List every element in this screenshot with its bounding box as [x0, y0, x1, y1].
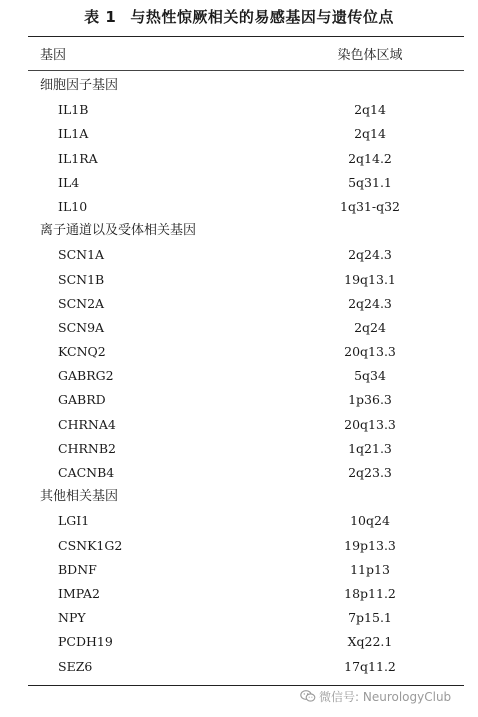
- table-row: [0, 509, 478, 533]
- gene-name: CSNK1G2: [58, 537, 123, 553]
- table-row: [0, 195, 478, 219]
- table-row: [0, 655, 478, 679]
- table-row: [0, 243, 478, 267]
- header-rule: [28, 70, 464, 71]
- chromosome-location: 19q13.1: [344, 271, 396, 287]
- chromosome-location: 2q23.3: [348, 465, 392, 480]
- gene-name: IL1B: [58, 102, 89, 118]
- chromosome-location: 7p15.1: [348, 610, 392, 626]
- category-label: 细胞因子基因: [40, 78, 119, 93]
- table-row: [0, 437, 478, 461]
- gene-name: PCDH19: [58, 634, 113, 650]
- category-label: 离子通道以及受体相关基因: [40, 223, 197, 239]
- gene-name: SCN1A: [58, 247, 105, 263]
- watermark-text: 微信号: NeurologyClub: [319, 690, 452, 704]
- chromosome-location: 1q31-q32: [340, 198, 400, 214]
- gene-name: IL10: [58, 198, 88, 214]
- table-row: [0, 461, 478, 485]
- gene-name: CHRNA4: [58, 416, 116, 432]
- gene-name: BDNF: [58, 561, 97, 577]
- table-row: [0, 316, 478, 340]
- table-row: [0, 292, 478, 316]
- chromosome-location: 19p13.3: [344, 537, 396, 553]
- chromosome-location: 2q24.3: [348, 247, 392, 263]
- top-rule: [28, 36, 464, 37]
- gene-name: SCN9A: [58, 319, 105, 335]
- gene-name: GABRD: [58, 392, 106, 408]
- chromosome-location: 20q13.3: [344, 344, 396, 360]
- chromosome-location: 18p11.2: [344, 585, 396, 601]
- chromosome-location: 11p13: [350, 561, 390, 577]
- chromosome-location: 2q24.3: [348, 295, 392, 311]
- watermark: [300, 688, 451, 706]
- gene-name: SEZ6: [58, 658, 93, 674]
- chromosome-location: 17q11.2: [344, 658, 396, 674]
- table-row: [0, 534, 478, 558]
- gene-name: IL1A: [58, 126, 89, 142]
- gene-name: IMPA2: [58, 585, 100, 601]
- table-row: [0, 98, 478, 122]
- table-row: [0, 171, 478, 195]
- category-label: 其他相关基因: [40, 489, 119, 505]
- category-row: [0, 485, 478, 509]
- table-row: [0, 268, 478, 292]
- gene-name: KCNQ2: [58, 344, 106, 360]
- wechat-icon: [300, 689, 316, 706]
- table-row: [0, 122, 478, 146]
- table-row: [0, 340, 478, 364]
- table-row: [0, 558, 478, 582]
- gene-name: GABRG2: [58, 368, 114, 384]
- table-row: [0, 630, 478, 654]
- table-row: [0, 388, 478, 412]
- chromosome-location: 5q31.1: [348, 174, 392, 190]
- chromosome-location: 2q14: [354, 102, 386, 118]
- chromosome-location: 2q14: [354, 126, 386, 142]
- table-number: 表 1: [84, 8, 117, 26]
- chromosome-location: 20q13.3: [344, 416, 396, 432]
- category-row: [0, 74, 478, 98]
- table-row: [0, 147, 478, 171]
- chromosome-location: 10q24: [350, 513, 390, 529]
- chromosome-location: 2q14.2: [348, 150, 392, 166]
- table-row: [0, 364, 478, 388]
- gene-name: CACNB4: [58, 465, 115, 480]
- chromosome-location: 1p36.3: [348, 392, 392, 408]
- chromosome-location: 1q21.3: [348, 440, 392, 456]
- gene-name: CHRNB2: [58, 440, 116, 456]
- chromosome-location: Xq22.1: [347, 634, 393, 650]
- table-caption: 与热性惊厥相关的易感基因与遗传位点: [130, 8, 394, 26]
- gene-name: LGI1: [58, 513, 90, 529]
- table-header: [0, 44, 478, 64]
- gene-name: IL1RA: [58, 150, 98, 166]
- table-body: [0, 74, 478, 679]
- bottom-rule: [28, 685, 464, 686]
- chromosome-location: 5q34: [354, 368, 386, 384]
- chromosome-location: 2q24: [354, 319, 386, 335]
- table-row: [0, 606, 478, 630]
- table-row: [0, 413, 478, 437]
- category-row: [0, 219, 478, 243]
- table-title: [0, 6, 478, 27]
- gene-name: NPY: [58, 610, 86, 626]
- gene-name: IL4: [58, 174, 80, 190]
- table-row: [0, 582, 478, 606]
- header-location: 染色体区域: [337, 48, 403, 63]
- header-gene: 基因: [40, 48, 67, 63]
- gene-name: SCN2A: [58, 295, 105, 311]
- gene-name: SCN1B: [58, 271, 105, 287]
